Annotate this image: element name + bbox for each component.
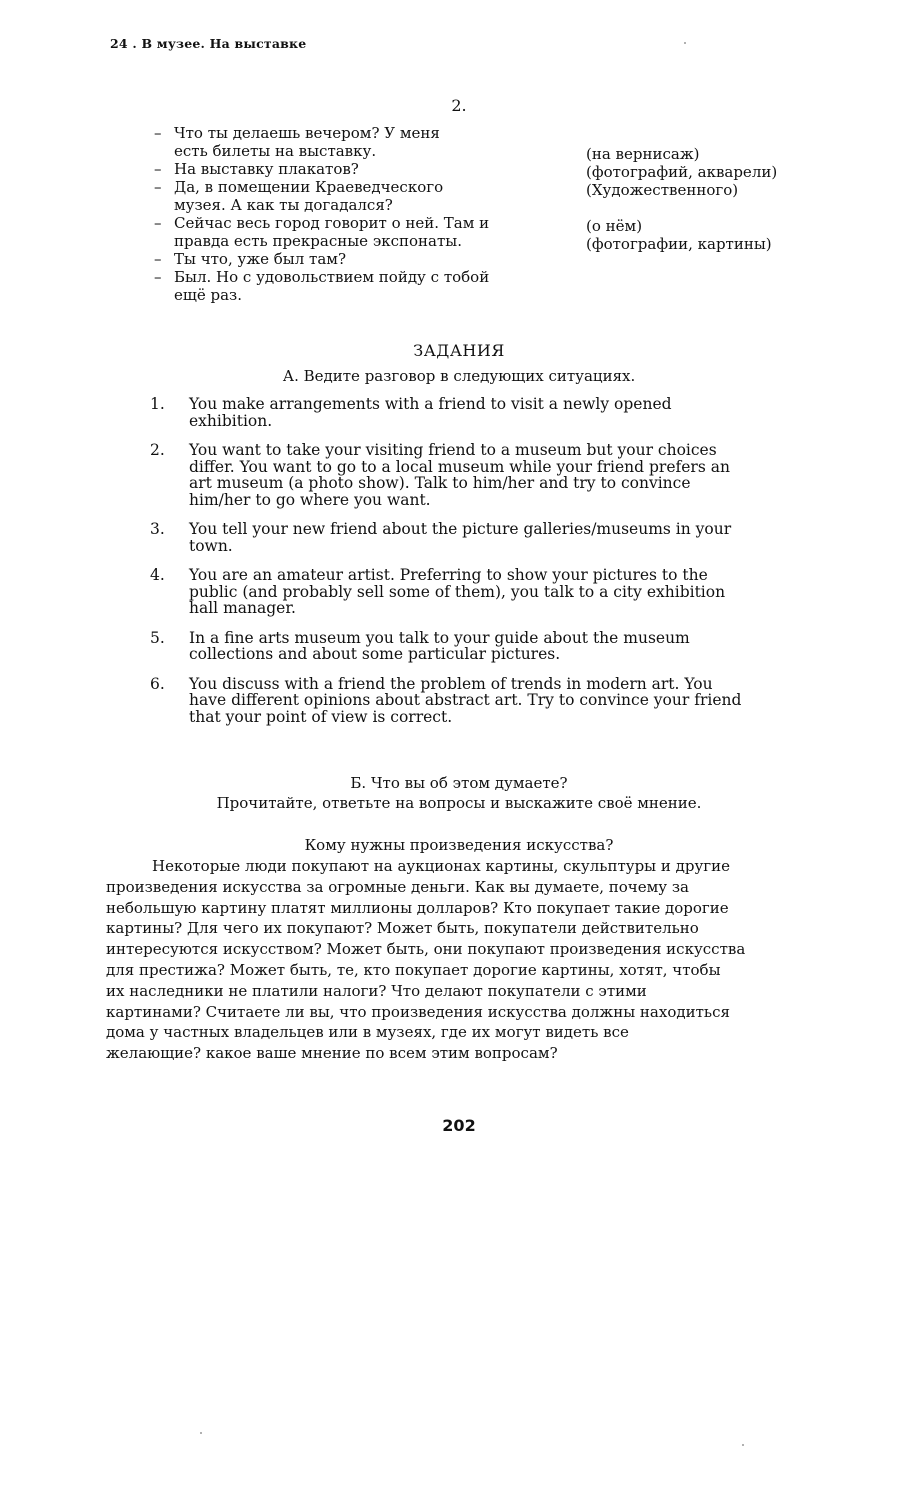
task-item <box>150 442 820 508</box>
dialog-line: – Был. Но с удовольствием пойду с тобой <box>154 268 490 286</box>
scan-speck <box>200 1432 202 1434</box>
tasks-instruction: А. Ведите разговор в следующих ситуациях. <box>282 367 636 385</box>
task-item <box>150 567 820 617</box>
substitution-text: (фотографий, акварели) <box>586 163 778 181</box>
dialog-line: – Ты что, уже был там? <box>154 250 346 268</box>
dialog-line: музея. А как ты догадался? <box>174 196 393 214</box>
substitution-text: (о нём) <box>586 217 643 235</box>
dialog-line: – Что ты делаешь вечером? У меня <box>154 124 440 142</box>
section-b-heading: Б. Что вы об этом думаете? <box>350 774 568 792</box>
dialog-line: есть билеты на выставку. <box>174 142 377 160</box>
task-number: 5. <box>150 628 165 647</box>
task-text: You tell your new friend about the picture galleries/museums in your town. <box>189 520 732 555</box>
page-number: 202 <box>442 1116 476 1135</box>
dialog-block <box>154 124 554 304</box>
task-item <box>150 396 820 429</box>
task-number: 3. <box>150 520 165 538</box>
dialog-line: – На выставку плакатов? <box>154 160 359 178</box>
substitution-text: (фотографии, картины) <box>586 235 772 253</box>
task-number: 2. <box>150 441 165 459</box>
task-item <box>150 676 820 726</box>
essay-title: Кому нужны произведения искусства? <box>304 836 614 854</box>
task-number: 6. <box>150 674 165 693</box>
section-b-instruction: Прочитайте, ответьте на вопросы и выскажите своё мнение. <box>216 794 702 812</box>
tasks-heading: ЗАДАНИЯ <box>413 341 505 360</box>
task-text: You want to take your visiting friend to a museum but your choices differ. You want to go to a local museum while your friend prefers an art museum (a photo show). Talk to him/her and try to convince him/her to go where you want. <box>189 441 730 509</box>
dialog-line: – Да, в помещении Краеведческого <box>154 178 444 196</box>
task-text: You are an amateur artist. Preferring to show your pictures to the public (and probably sell some of them), you talk to a city exhibition hall manager. <box>189 566 726 617</box>
dialog-line: правда есть прекрасные экспонаты. <box>174 232 462 250</box>
substitution-text: (Художественного) <box>586 181 739 199</box>
substitution-text: (на вернисаж) <box>586 145 700 163</box>
dialog-line: – Сейчас весь город говорит о ней. Там и <box>154 214 490 232</box>
essay-paragraph: Некоторые люди покупают на аукционах картины, скульптуры и другие произведения искусства за огромные деньги. Как вы думаете, почему за небольшую картину платят миллионы долларов? Кто покупает такие дорогие картины? Для чего их покупают? Может быть, покупатели действительно интересуются искусством? Может быть, они покупают произведения искусства для престижа? Может быть, те, кто покупает дорогие картины, хотят, чтобы их наследники не платили налоги? Что делают покупатели с этими картинами? Считаете ли вы, что произведения искусства должны находиться дома у частных владельцев или в музеях, где их могут видеть все желающие? какое ваше мнение по всем этим вопросам? <box>106 857 746 1063</box>
section-number: 2. <box>451 96 467 115</box>
task-text: You make arrangements with a friend to visit a newly opened exhibition. <box>189 395 672 430</box>
task-number: 4. <box>150 566 165 584</box>
scan-speck <box>684 42 686 44</box>
task-text: In a fine arts museum you talk to your guide about the museum collections and about some particular pictures. <box>189 628 690 663</box>
task-list <box>150 396 820 738</box>
scan-speck <box>742 1444 744 1446</box>
task-number: 1. <box>150 395 165 413</box>
running-header: 24 . В музее. На выставке <box>110 36 307 51</box>
task-text: You discuss with a friend the problem of trends in modern art. You have different opinions about abstract art. Try to convince your friend that your point of view is correct. <box>189 674 742 726</box>
task-item <box>150 521 820 554</box>
dialog-line: ещё раз. <box>174 286 242 304</box>
task-item <box>150 630 820 663</box>
